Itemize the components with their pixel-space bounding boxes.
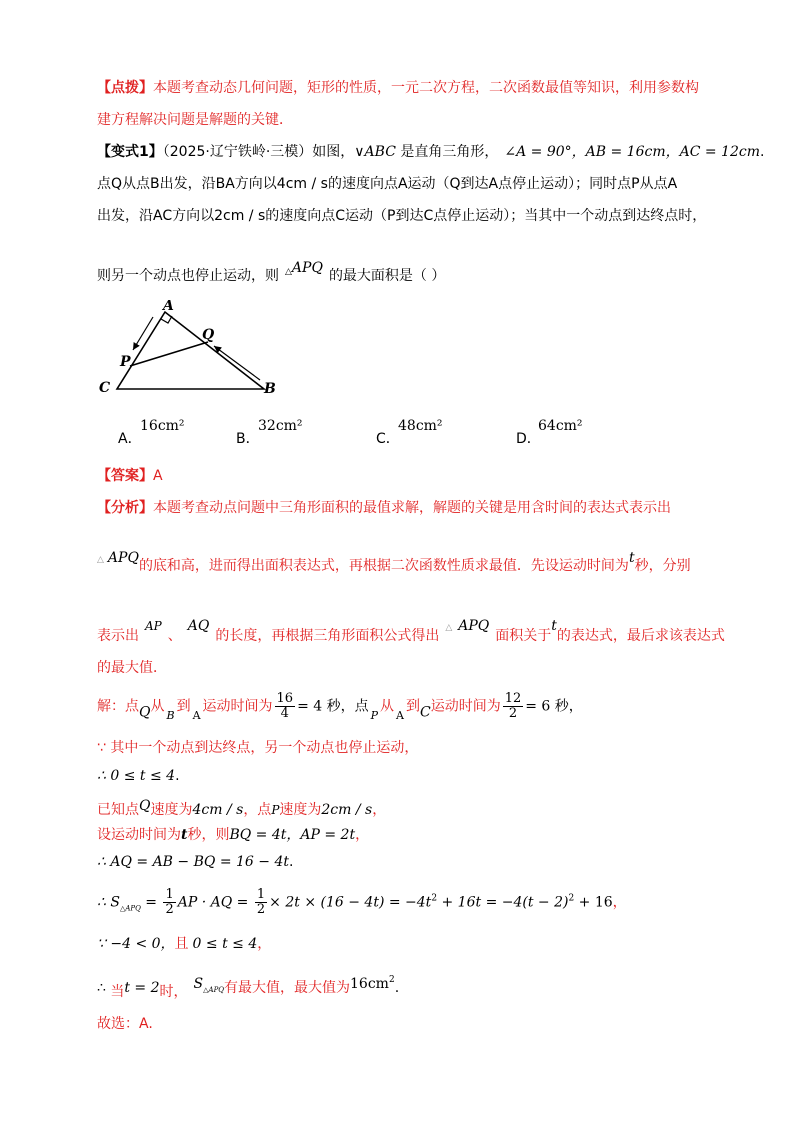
option-b-label: B． [236,431,260,447]
triangle-symbol: △ [285,267,292,277]
analysis-text-3d: 的表达式，最后求该表达式 [556,628,725,644]
variant-line-1 [97,142,764,162]
analysis-sep: 、 [167,628,182,644]
solution-line-9: ∴ 当t = 2时， S△APQ有最大值，最大值为$16cm^2$. [97,975,400,1000]
variant-text-2: 点Q从点B出发，沿BA方向以4cm / s的速度向点A运动（Q到达A点停止运动）；同时点P从点A [97,176,678,192]
solution-line-2: ∵ 其中一个动点到达终点，另一个动点也停止运动， [97,740,419,756]
fraction-1-2: $\frac{1}{2}$ [165,887,174,917]
analysis-text-3: 表示出 [97,628,139,644]
label-q: Q [202,327,215,343]
variant-text-3: 出发，沿AC方向以2cm / s的速度向点C运动（P到达C点停止运动）；当其中一个动点到达终点时， [97,208,707,224]
arrow-a-to-c [133,317,153,350]
analysis-line-3 [97,616,725,646]
variant-line-4 [97,258,445,286]
analysis-text-3c: 面积关于 [495,628,552,644]
option-a-value: 16cm² [140,418,185,434]
triangle-abc [117,312,264,389]
variant-tag: 【变式1】 [97,144,163,160]
solution-line-10: 故选：A. [97,1016,153,1032]
option-d-value: 64cm² [538,418,583,434]
tip-line-1 [97,78,699,98]
math-abc: ABC [364,144,396,160]
math-apq: APQ [458,618,490,634]
label-a: A [163,300,174,314]
math-ap: AP [145,619,162,633]
solution-line-5: 设运动时间为t秒，则BQ = 4t，AP = 2t， [97,827,370,843]
analysis-line-1 [97,498,671,518]
triangle-symbol: △ [445,623,453,633]
tip-line-2 [97,110,293,130]
option-d-label: D． [516,431,541,447]
analysis-text-3b: 的长度，再根据三角形面积公式得出 [215,628,440,644]
solution-line-1: 解：点Q从$_B$到$_A$运动时间为 $\frac{16}{4}$ = 4 秒，点$_P$从$_A$到C运动时间为 $\frac{12}{2}$ = 6 秒， [97,691,583,722]
triangle-symbol: △ [97,555,104,565]
analysis-text-4: 的最大值． [97,660,167,676]
triangle-symbol: ∨ [354,144,365,160]
math-t: t [628,550,635,566]
answer-value: A [153,468,163,484]
label-p: P [120,354,131,370]
label-b: B [264,381,276,397]
solution-line-4: 已知点Q速度为4cm / s，点P速度为2cm / s， [97,798,387,818]
variant-text: 如图， [312,144,355,160]
analysis-text-2: 的底和高，进而得出面积表达式，再根据二次函数性质求最值．先设运动时间为 [138,558,629,574]
fraction-12-2: $\frac{12}{2}$ [504,691,522,721]
variant-text-4: 则另一个动点也停止运动，则 [97,268,279,284]
fraction-1-2b: $\frac{1}{2}$ [256,887,266,917]
solution-line-7: ∴ $S_{\triangle APQ}$ = $\frac{1}{2}$ AP · AQ = $\frac{1}{2}$ × $2t \times (16 - 4t) = -4t^2 + 16t = -4(t - 2)^2 + 16$， [97,887,627,917]
option-a-label: A． [118,431,142,447]
tip-text-1: 本题考查动态几何问题，矩形的性质，一元二次方程，二次函数最值等知识，利用参数构 [153,80,699,96]
analysis-tag: 【分析】 [97,500,153,516]
analysis-text-2b: 秒，分别 [634,558,691,574]
segment-pq [130,342,208,366]
variant-question: 的最大面积是（ ） [328,268,446,284]
arrow-b-to-a [214,346,260,380]
analysis-line-4 [97,658,167,678]
variant-line-2 [97,174,677,194]
math-given: ∠A = 90°，AB = 16cm，AC = 12cm [504,144,760,160]
solution-line-8: ∵ −4 < 0，且 0 ≤ t ≤ 4， [97,936,272,952]
triangle-figure [90,300,300,400]
analysis-text-1: 本题考查动点问题中三角形面积的最值求解，解题的关键是用含时间的表达式表示出 [153,500,671,516]
answer-tag: 【答案】 [97,468,153,484]
tip-text-2: 建方程解决问题是解题的关键． [97,112,293,128]
fraction-16-4: $\frac{16}{4}$ [276,691,294,721]
label-c: C [99,380,111,396]
math-apq: APQ [107,550,139,566]
answer-line [97,466,163,486]
solution-line-3: ∴ 0 ≤ t ≤ 4. [97,768,180,784]
math-t: t [551,618,557,634]
variant-line-3 [97,206,706,226]
solution-line-6: ∴ AQ = AB − BQ = 16 − 4t. [97,854,294,870]
option-c-value: 48cm² [398,418,443,434]
math-aq: AQ [187,618,210,634]
variant-text: 是直角三角形， [395,144,499,160]
tip-tag: 【点拨】 [97,80,153,96]
math-apq: APQ [291,260,323,276]
variant-period: . [760,144,765,160]
analysis-line-2 [97,548,691,576]
variant-source: （2025·辽宁铁岭·三模） [162,144,313,160]
option-b-value: 32cm² [258,418,303,434]
option-c-label: C． [376,431,400,447]
